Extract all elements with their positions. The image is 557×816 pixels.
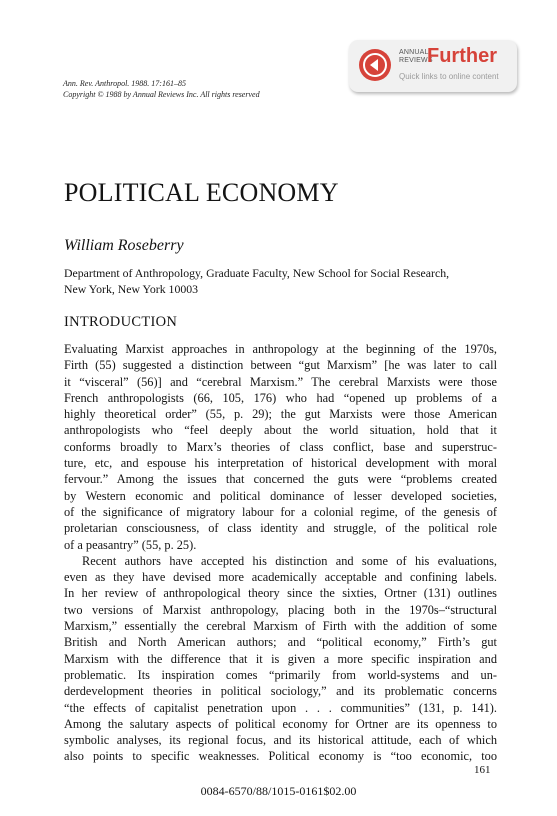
annual-reviews-further-badge[interactable] [349, 40, 517, 92]
text-line: Marxism,” essentially the cerebral Marxism of Firth with the addition of some [64, 619, 497, 634]
page-number: 161 [474, 764, 491, 776]
text-line: proletarian consciousness, of class identity and struggle, of the political role [64, 521, 497, 536]
text-line: Recent authors have accepted his distinction and some of his evaluations, [82, 553, 497, 568]
citation-line: Copyright © 1988 by Annual Reviews Inc. All rights reserved [63, 90, 260, 99]
back-arrow-icon [359, 49, 391, 81]
text-line: it “visceral” (56)] and “cerebral Marxism.” The cerebral Marxists were those [64, 374, 497, 389]
badge-reviews-text: REVIEWS [399, 57, 433, 64]
text-line: ture, etc, and espouse his interpretation of historical development with moral [64, 456, 497, 471]
author-affiliation [64, 265, 496, 297]
section-heading: INTRODUCTION [64, 314, 178, 330]
text-line: anthropologists who “feel deeply about the world situation, hold that it [64, 423, 497, 438]
text-line: Firth (55) suggested a distinction between “gut Marxism” [he was later to call [64, 358, 497, 373]
affiliation-line: New York, New York 10003 [64, 282, 199, 296]
text-line: Evaluating Marxist approaches in anthropology at the beginning of the 1970s, [64, 342, 497, 356]
affiliation-line: Department of Anthropology, Graduate Faculty, New School for Social Research, [64, 266, 450, 280]
text-line: problematic. Its inspiration comes “primarily from world-systems and un- [64, 667, 497, 682]
text-line: of the significance of migratory labour for a colonial regime, of the genesis of [64, 504, 497, 519]
article-title: POLITICAL ECONOMY [64, 178, 339, 207]
badge-annual-text: ANNUAL [399, 49, 429, 56]
badge-tagline: Quick links to online content [399, 72, 499, 81]
text-line: fervour.” Among the issues that concerned the guts were “problems created [64, 472, 497, 487]
text-line: French anthropologists (66, 105, 176) who had “opened up problems of a [64, 390, 497, 405]
text-line: derdevelopment theories in political sociology,” and its problematic concerns [64, 684, 497, 699]
text-line: British and North American authors; and “political economy,” Firth’s gut [64, 635, 497, 650]
text-line: even as they have devised more academically acceptable and confining labels. [64, 570, 497, 585]
citation-line: Ann. Rev. Anthropol. 1988. 17:161–85 [63, 79, 186, 88]
text-line: symbolic analyses, its regional focus, and its historical attitude, each of which [64, 733, 497, 748]
author-name: William Roseberry [64, 237, 184, 254]
text-line: of a peasantry” (55, p. 25). [64, 537, 197, 552]
text-line: conforms broadly to Marx’s theories of class conflict, base and superstruc- [64, 439, 497, 454]
paragraph [64, 341, 497, 553]
article-body [64, 341, 497, 765]
text-line: highly theoretical order” (55, p. 29); the gut Marxists were those American [64, 407, 497, 422]
text-line: Among the salutary aspects of political economy for Ortner are its openness to [64, 716, 497, 731]
journal-citation [63, 78, 260, 100]
text-line: In her review of anthropological theory since the sixties, Ortner (131) outlines [64, 586, 497, 601]
text-line: two versions of Marxist anthropology, placing both in the 1970s–“structural [64, 602, 497, 617]
text-line: by Western economic and political dominance of lesser developed societies, [64, 488, 497, 503]
text-line: Marxism with the difference that it is given a more specific inspiration and [64, 651, 497, 666]
badge-further-text: Further [427, 45, 497, 67]
article-code: 0084-6570/88/1015-0161$02.00 [200, 784, 357, 798]
paragraph [64, 553, 497, 765]
text-line: also points to specific weaknesses. Political economy is “too economic, too [64, 749, 497, 764]
text-line: “the effects of capitalist penetration upon . . . communities” (131, p. 141). [64, 700, 497, 715]
